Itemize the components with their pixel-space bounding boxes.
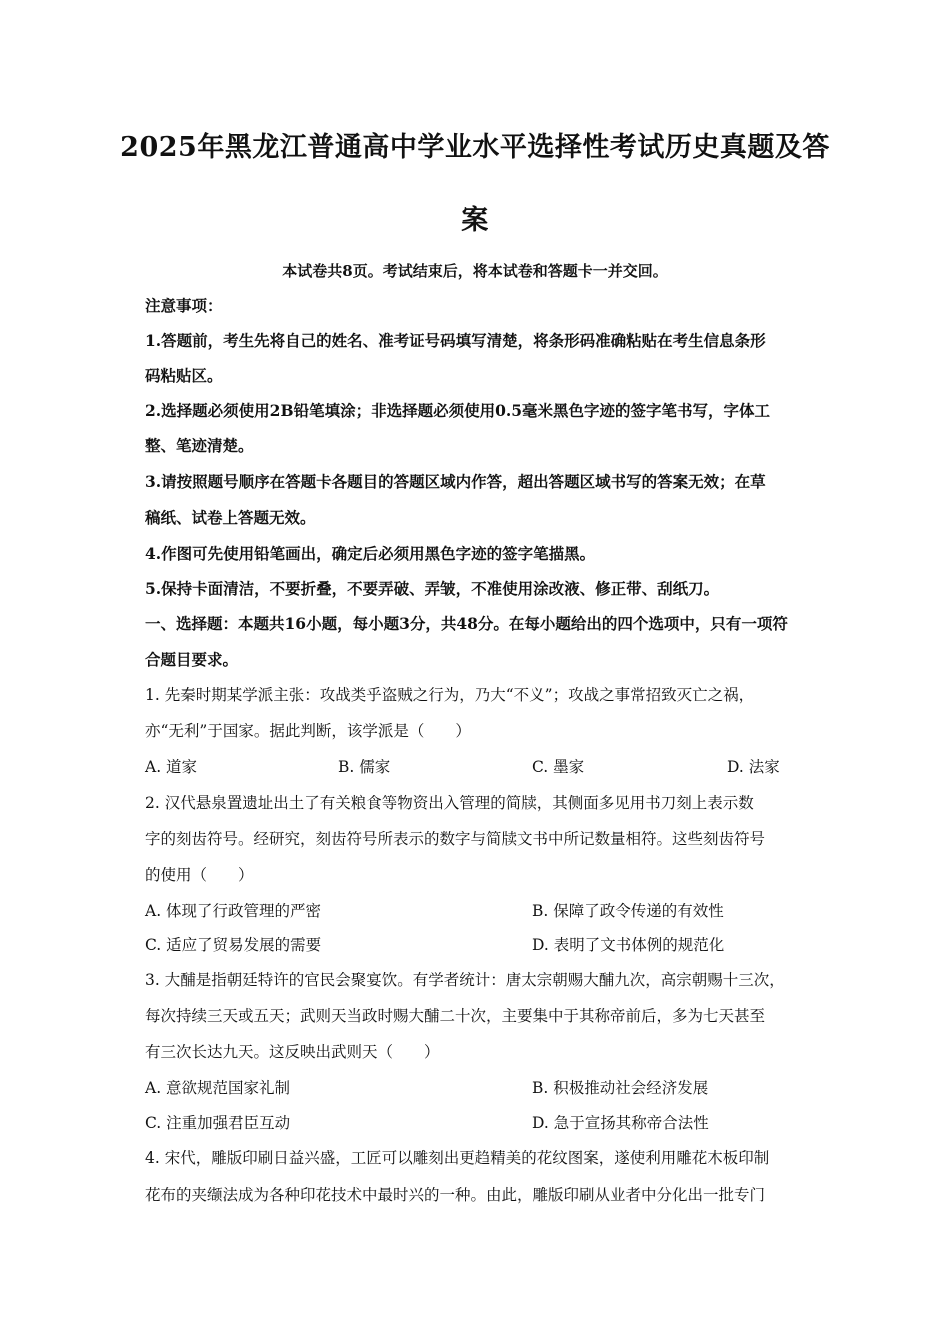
question-3-stem: 有三次长达九天。这反映出武则天（ ） [145,1043,440,1061]
section-heading-continued: 合题目要求。 [145,650,239,669]
notice-line: 3.请按照题号顺序在答题卡各题目的答题区域内作答，超出答题区域书写的答案无效；在草 [145,472,766,491]
notice-line: 1.答题前，考生先将自己的姓名、准考证号码填写清楚，将条形码准确粘贴在考生信息条形 [145,331,766,350]
question-2-option-b: B. 保障了政令传递的有效性 [532,902,724,920]
page-title: 2025年黑龙江普通高中学业水平选择性考试历史真题及答 [120,132,830,163]
section-heading: 一、选择题：本题共16小题，每小题3分，共48分。在每小题给出的四个选项中，只有一项符 [145,614,788,633]
question-1-option-b: B. 儒家 [338,758,391,776]
notice-line: 4.作图可先使用铅笔画出，确定后必须用黑色字迹的签字笔描黑。 [145,544,596,563]
question-1-option-a: A. 道家 [145,758,198,776]
question-4-stem: 4. 宋代，雕版印刷日益兴盛，工匠可以雕刻出更趋精美的花纹图案，遂使利用雕花木板印制 [145,1149,770,1167]
question-2-stem: 的使用（ ） [145,866,254,884]
question-3-option-b: B. 积极推动社会经济发展 [532,1079,709,1097]
question-1-stem: 1. 先秦时期某学派主张：攻战类乎盗贼之行为，乃大“不义”；攻战之事常招致灭亡之祸， [145,686,755,704]
question-3-option-a: A. 意欲规范国家礼制 [145,1079,291,1097]
notice-line: 2.选择题必须使用2B铅笔填涂；非选择题必须使用0.5毫米黑色字迹的签字笔书写，字体工 [145,401,771,420]
notice-line: 稿纸、试卷上答题无效。 [145,508,316,527]
question-4-stem: 花布的夹缬法成为各种印花技术中最时兴的一种。由此，雕版印刷从业者中分化出一批专门 [145,1186,766,1204]
question-2-option-a: A. 体现了行政管理的严密 [145,902,322,920]
question-3-stem: 3. 大酺是指朝廷特许的官民会聚宴饮。有学者统计：唐太宗朝赐大酺九次，高宗朝赐十三次， [145,971,785,989]
question-2-option-d: D. 表明了文书体例的规范化 [532,936,725,954]
question-1-stem: 亦“无利”于国家。据此判断，该学派是（ ） [145,722,471,740]
notice-line: 5.保持卡面清洁，不要折叠，不要弄破、弄皱，不准使用涂改液、修正带、刮纸刀。 [145,579,720,598]
question-3-option-d: D. 急于宣扬其称帝合法性 [532,1114,709,1132]
notice-line: 码粘贴区。 [145,366,223,385]
page-title-continued: 案 [461,205,489,236]
question-2-stem: 2. 汉代悬泉置遗址出土了有关粮食等物资出入管理的简牍，其侧面多见用书刀刻上表示数 [145,794,754,812]
question-1-option-d: D. 法家 [727,758,780,776]
notice-line: 整、笔迹清楚。 [145,436,254,455]
question-2-stem: 字的刻齿符号。经研究，刻齿符号所表示的数字与简牍文书中所记数量相符。这些刻齿符号 [145,830,766,848]
question-3-stem: 每次持续三天或五天；武则天当政时赐大酺二十次，主要集中于其称帝前后，多为七天甚至 [145,1007,766,1025]
notice-heading: 注意事项： [145,296,223,315]
question-1-option-c: C. 墨家 [532,758,585,776]
question-2-option-c: C. 适应了贸易发展的需要 [145,936,322,954]
exam-subtitle: 本试卷共8页。考试结束后，将本试卷和答题卡一并交回。 [282,262,668,280]
question-3-option-c: C. 注重加强君臣互动 [145,1114,291,1132]
